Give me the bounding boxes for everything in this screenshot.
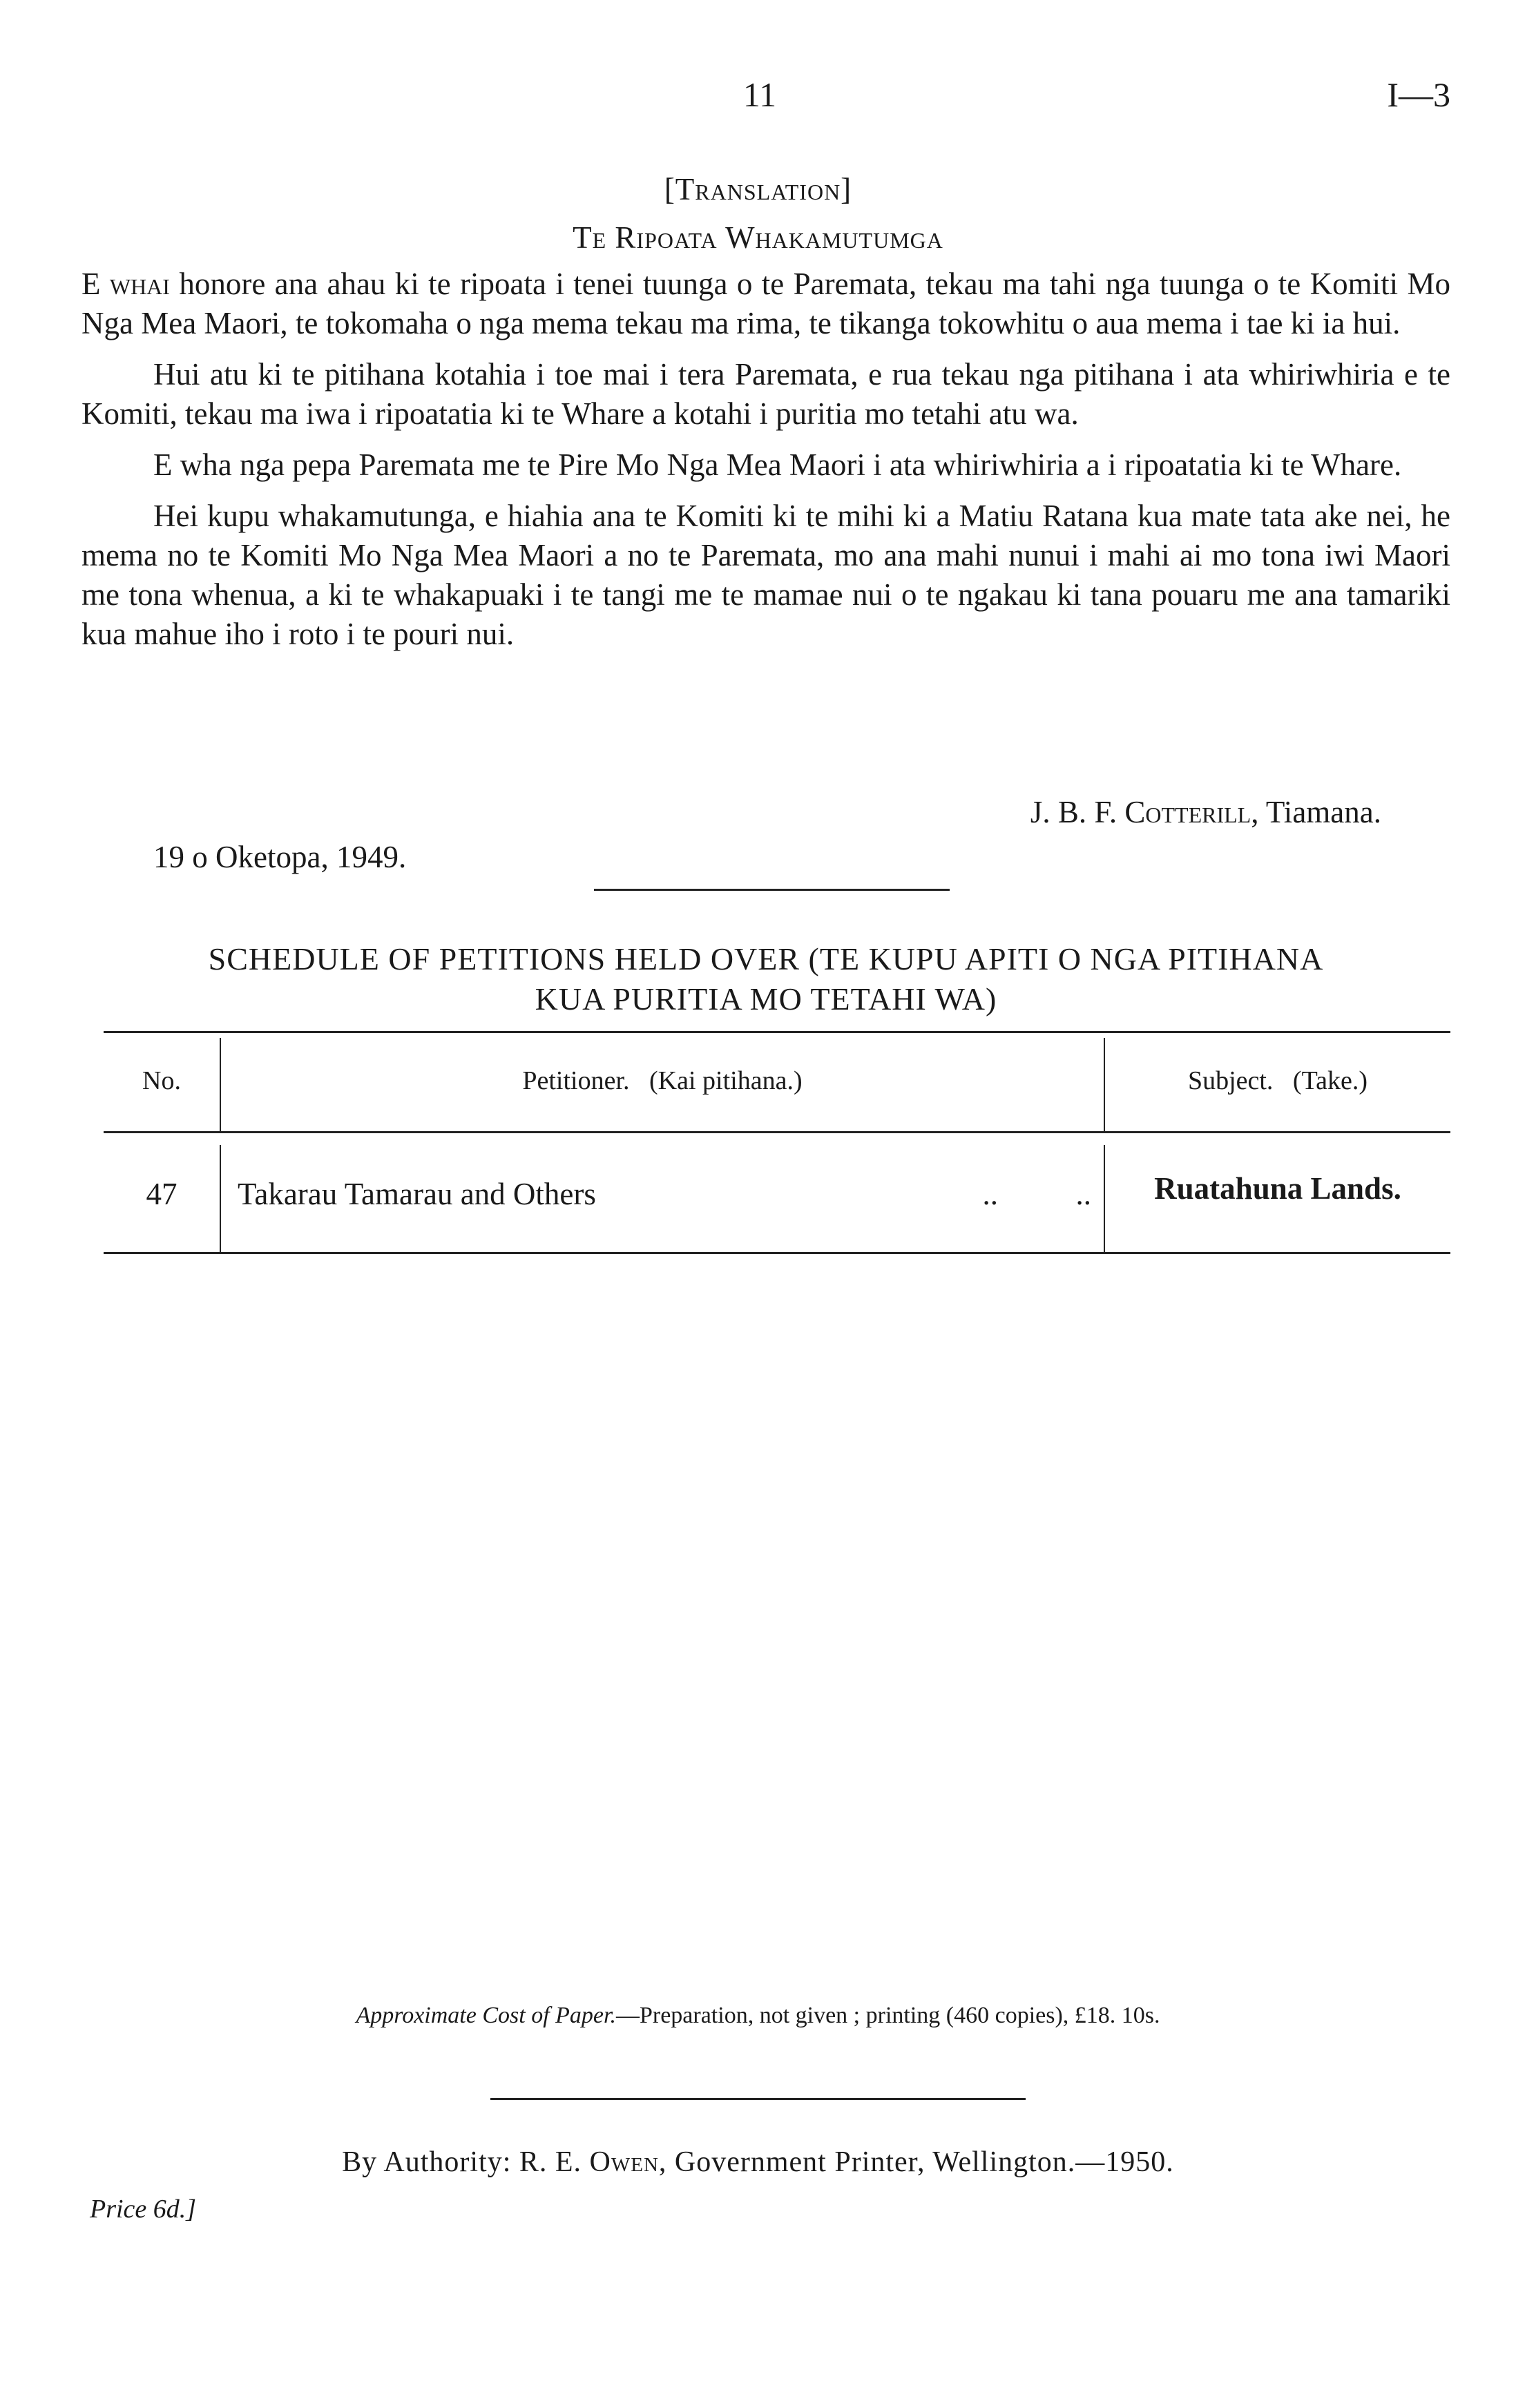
schedule-title-line-1: SCHEDULE OF PETITIONS HELD OVER (TE KUPU APITI O NGA PITIHANA — [208, 941, 1324, 976]
table-top-rule — [104, 1031, 1450, 1033]
table-header-rule — [104, 1131, 1450, 1133]
authority-name: R. E. Owen — [519, 2146, 659, 2178]
cost-text: —Preparation, not given ; printing (460 copies), £18. 10s. — [615, 2003, 1160, 2028]
petitions-table — [104, 1031, 1450, 1255]
paragraph-1 — [81, 264, 1450, 343]
schedule-title-line-2: KUA PURITIA MO TETAHI WA) — [535, 981, 997, 1017]
paragraph-1-lead: E whai — [81, 267, 170, 301]
table-row-subject: Ruatahuna Lands. — [1154, 1171, 1401, 1206]
column-header-no: No. — [142, 1066, 181, 1095]
authority-suffix: , Government Printer, Wellington.—1950. — [658, 2146, 1174, 2178]
cost-label: Approximate Cost of Paper. — [356, 2003, 616, 2028]
paragraph-4: Hei kupu whakamutunga, e hiahia ana te Komiti ki te mihi ki a Matiu Ratana kua mate tata ake nei, he mema no te Komiti Mo Nga Mea Maori a no te Paremata, mo ana mahi nunui i mahi ai mo tona iwi Maori me tona whenua, a ki te whakapuaki i te tangi me te mamae nui o te ngakau ki tana pouaru me ana tamariki kua mahue iho i roto i te pouri nui. — [81, 499, 1450, 651]
footer-divider — [490, 2098, 1026, 2100]
signature-name: J. B. F. Cotterill — [1030, 795, 1251, 829]
table-row-no: 47 — [146, 1177, 177, 1211]
report-heading: Te Ripoata Whakamutumga — [573, 220, 943, 255]
paragraph-1-text: honore ana ahau ki te ripoata i tenei tuunga o te Paremata, tekau ma tahi nga tuunga o te Komiti Mo Nga Mea Maori, te tokomaha o nga mema tekau ma rima, te tikanga tokowhitu o aua mema i tae ki ia hui. — [81, 267, 1450, 340]
column-header-petitioner: Petitioner. (Kai pitihana.) — [522, 1066, 803, 1095]
report-body — [81, 264, 1450, 666]
signature-title: , Tiamana. — [1251, 795, 1381, 829]
table-row-petitioner: Takarau Tamarau and Others — [238, 1177, 596, 1211]
column-divider-1-body — [220, 1145, 221, 1252]
schedule-title — [81, 939, 1450, 1019]
table-bottom-rule — [104, 1252, 1450, 1254]
page-number: 11 — [742, 75, 777, 114]
paragraph-2: Hui atu ki te pitihana kotahia i toe mai i tera Paremata, e rua tekau nga pitihana i ata whiriwhiria e te Komiti, tekau ma iwa i ripoatatia ki te Whare a kotahi i puritia mo tetahi atu wa. — [81, 357, 1450, 431]
paragraph-3: E wha nga pepa Paremata me te Pire Mo Nga Mea Maori i ata whiriwhiria a i ripoatatia ki te Whare. — [153, 447, 1402, 482]
translation-heading: [Translation] — [664, 172, 852, 206]
cost-note — [0, 2003, 1516, 2029]
signature — [725, 794, 1381, 830]
column-header-subject: Subject. (Take.) — [1187, 1066, 1368, 1095]
document-code: I—3 — [1387, 75, 1450, 114]
table-row-leaders: .. .. — [982, 1177, 1091, 1211]
price: Price 6d.] — [90, 2195, 197, 2224]
section-divider — [594, 889, 950, 891]
printer-authority — [0, 2146, 1516, 2179]
authority-prefix: By Authority: — [342, 2146, 519, 2178]
report-date: 19 o Oketopa, 1949. — [153, 840, 407, 874]
